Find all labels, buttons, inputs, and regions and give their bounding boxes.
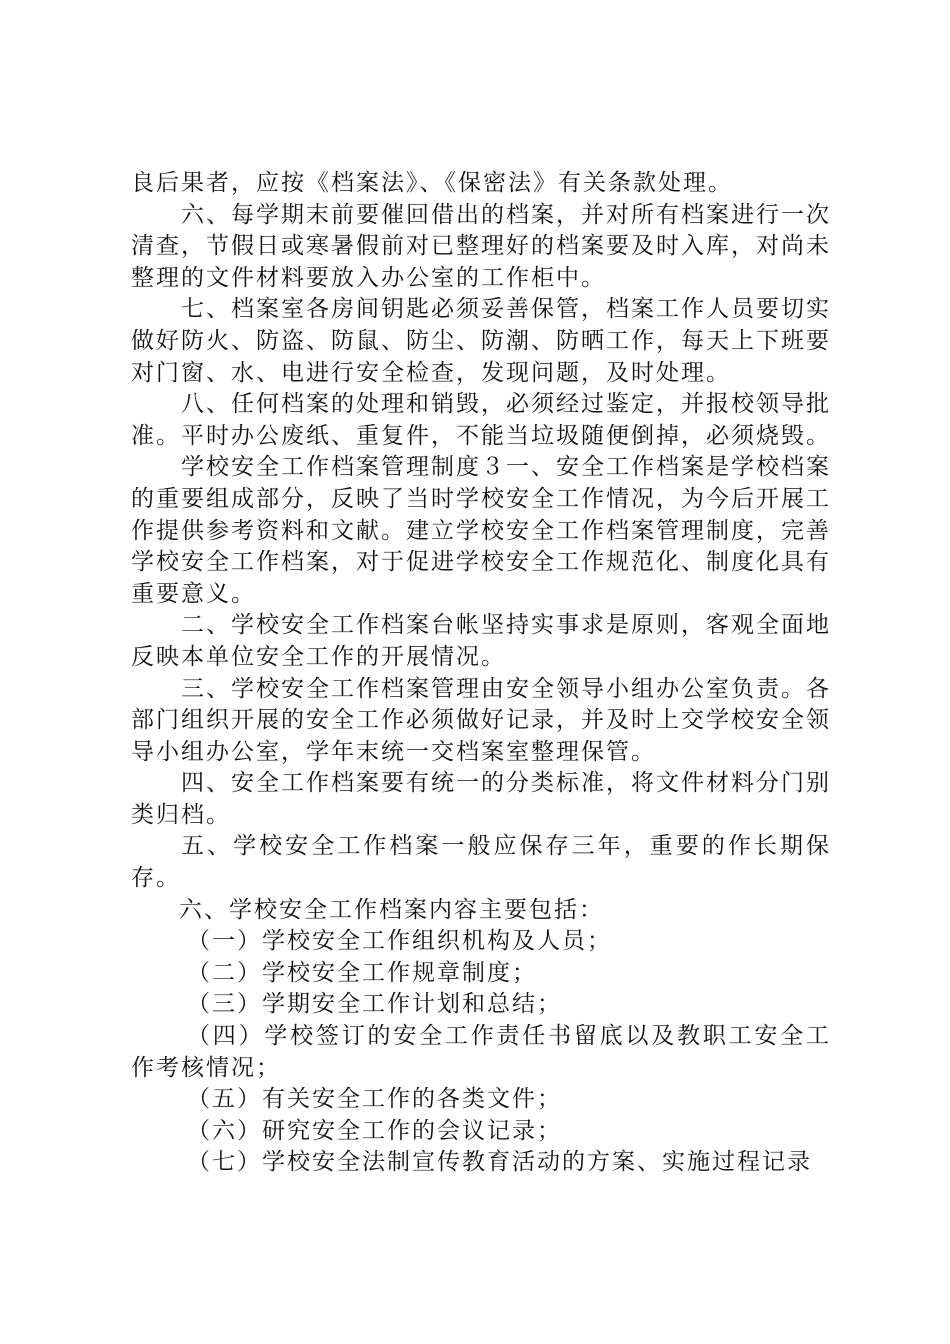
paragraph-section-3: 学校安全工作档案管理制度３一、安全工作档案是学校档案的重要组成部分，反映了当时学校安全工作情况，为今后开展工作提供参考资料和文献。建立学校安全工作档案管理制度，完善学校安全工作档案，对于促进学校安全工作规范化、制度化具有重要意义。 — [131, 454, 831, 607]
list-item-3: （三）学期安全工作计划和总结； — [187, 991, 562, 1018]
paragraph-continuation: 良后果者，应按《档案法》、《保密法》有关条款处理。 — [131, 170, 733, 196]
paragraph-item-6: 六、每学期末前要催回借出的档案，并对所有档案进行一次清查，节假日或寒暑假前对已整理好的档案要及时入库，对尚未整理的文件材料要放入办公室的工作柜中。 — [131, 201, 831, 291]
paragraph-item-4: 四、安全工作档案要有统一的分类标准，将文件材料分门别类归档。 — [131, 770, 831, 828]
document-body — [131, 168, 831, 1179]
paragraph-item-3: 三、学校安全工作档案管理由安全领导小组办公室负责。各部门组织开展的安全工作必须做好记录，并及时上交学校安全领导小组办公室，学年末统一交档案室整理保管。 — [131, 675, 831, 765]
list-item-6: （六）研究安全工作的会议记录； — [187, 1117, 562, 1144]
list-item-7: （七）学校安全法制宣传教育活动的方案、实施过程记录 — [187, 1149, 812, 1176]
paragraph-item-6-contents: 六、学校安全工作档案内容主要包括： — [179, 896, 604, 923]
list-item-5: （五）有关安全工作的各类文件； — [187, 1086, 562, 1113]
paragraph-item-8: 八、任何档案的处理和销毁，必须经过鉴定，并报校领导批准。平时办公废纸、重复件，不能当垃圾随便倒掉，必须烧毁。 — [131, 391, 831, 449]
paragraph-item-5: 五、学校安全工作档案一般应保存三年，重要的作长期保存。 — [131, 833, 831, 892]
list-item-4: （四）学校签订的安全工作责任书留底以及教职工安全工作考核情况； — [131, 1023, 831, 1081]
list-item-1: （一）学校安全工作组织机构及人员； — [187, 928, 612, 955]
paragraph-item-2: 二、学校安全工作档案台帐坚持实事求是原则，客观全面地反映本单位安全工作的开展情况。 — [131, 612, 831, 670]
list-item-2: （二）学校安全工作规章制度； — [187, 959, 537, 986]
paragraph-item-7: 七、档案室各房间钥匙必须妥善保管，档案工作人员要切实做好防火、防盗、防鼠、防尘、防潮、防晒工作，每天上下班要对门窗、水、电进行安全检查，发现问题，及时处理。 — [131, 296, 831, 386]
